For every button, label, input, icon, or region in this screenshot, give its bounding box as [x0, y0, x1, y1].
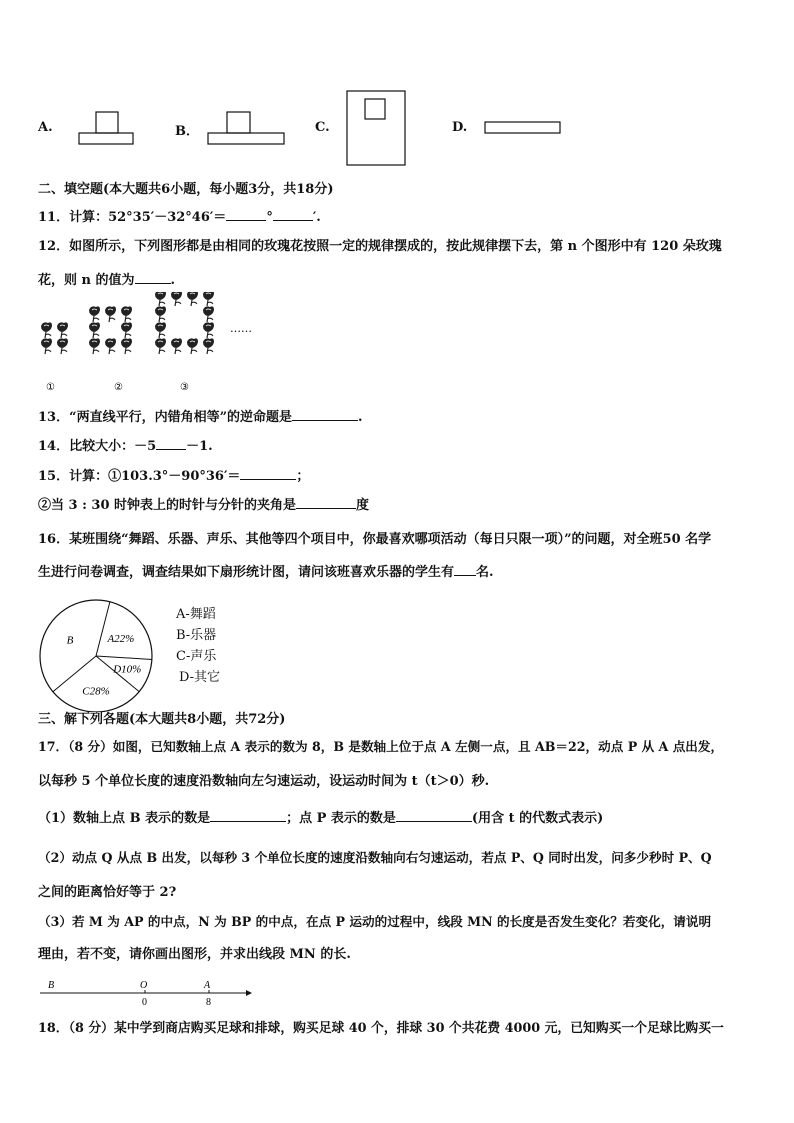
tick-eight-label: 8 — [206, 997, 211, 1008]
q14-text1: 14．比较大小：－5 — [38, 439, 157, 454]
q16-end: 名. — [476, 565, 494, 580]
q15-blank2 — [296, 496, 356, 509]
q15-end1: ； — [296, 469, 310, 484]
pie-slice-label-b: B — [66, 634, 74, 647]
q15-line2 — [38, 496, 369, 515]
pie-legend — [176, 604, 220, 688]
q16-line2-text: 生进行问卷调查，调查结果如下扇形统计图，请问该班喜欢乐器的学生有 — [38, 565, 455, 580]
q16-line1: 16．某班围绕“舞蹈、乐器、声乐、其他等四个项目中，你最喜欢哪项活动（每日只限一项）”的问题，对全班50 名学 — [38, 532, 712, 547]
number-line-arrow — [246, 990, 252, 996]
q17-p3a: （3）若 M 为 AP 的中点，N 为 BP 的中点，在点 P 运动的过程中，线段 MN 的长度是否发生变化？若变化，请说明 — [38, 914, 712, 929]
option-a-figure — [78, 110, 138, 148]
q17-p3b: 理由，若不变，请你画出图形，并求出线段 MN 的长. — [38, 947, 351, 962]
rose-fig3-3-1 — [171, 338, 182, 354]
q17-blank1 — [210, 809, 286, 822]
q17-p1a: （1）数轴上点 B 表示的数是 — [38, 811, 211, 826]
q12-line2-text: 花，则 n 的值为 — [38, 273, 135, 288]
rose-fig3-0-0 — [155, 292, 166, 306]
option-c-figure — [346, 90, 408, 168]
q12-end: . — [170, 273, 176, 288]
rose-fig2-1-0 — [89, 322, 100, 338]
rose-fig2-0-0 — [89, 306, 100, 322]
rose-figure-label-3: ③ — [180, 382, 189, 393]
rose-fig3-0-3 — [203, 292, 214, 306]
q15-line1 — [38, 467, 309, 486]
rose-fig1-0 — [41, 322, 52, 338]
q14 — [38, 437, 213, 456]
rose-fig2-0-2 — [121, 306, 132, 322]
option-b-figure — [207, 110, 287, 148]
rose-fig3-2-0 — [155, 322, 166, 338]
legend-item-d: D-其它 — [179, 670, 221, 685]
point-o-label: O — [140, 980, 148, 991]
rose-fig1-3 — [57, 338, 68, 354]
rose-fig2-2-2 — [121, 338, 132, 354]
section-fill-title: 二、填空题(本大题共6小题，每小题3分，共18分) — [38, 182, 334, 197]
q13 — [38, 408, 363, 427]
section-solve-title: 三、解下列各题(本大题共8小题，共72分) — [38, 712, 286, 727]
q12-blank — [135, 271, 171, 284]
q15-blank1 — [240, 467, 296, 480]
point-a-label: A — [204, 980, 211, 991]
q14-blank — [156, 437, 186, 450]
q16-blank — [454, 563, 476, 576]
pie-slice-boundary-0 — [96, 602, 110, 656]
q17-p2a: （2）动点 Q 从点 B 出发，以每秒 3 个单位长度的速度沿数轴向右匀速运动，若点 P、Q 同时出发，问多少秒时 P、Q — [38, 850, 712, 865]
option-d-figure — [484, 120, 564, 136]
q15-end2: 度 — [356, 498, 370, 513]
q11-blank-deg — [226, 208, 266, 221]
point-b-label: B — [48, 980, 55, 991]
option-a-label: A. — [38, 120, 53, 135]
option-d-label: D. — [452, 120, 468, 135]
pie-slice-boundary-3 — [96, 656, 152, 659]
q13-blank — [292, 408, 358, 421]
q11-text: 11．计算：52°35′－32°46′＝ — [38, 210, 227, 225]
rose-fig2-2-0 — [89, 338, 100, 354]
q14-text2: －1. — [186, 439, 213, 454]
rose-fig3-3-3 — [203, 338, 214, 354]
pie-slice-label-d: D10% — [113, 663, 142, 676]
rose-fig2-0-1 — [105, 306, 116, 322]
q13-text: 13．“两直线平行，内错角相等”的逆命题是 — [38, 410, 293, 425]
rose-fig3-3-0 — [155, 338, 166, 354]
q11 — [38, 208, 321, 227]
rose-fig2-2-1 — [105, 338, 116, 354]
q17-p1b: ；点 P 表示的数是 — [286, 811, 396, 826]
legend-item-a: A-舞蹈 — [176, 607, 216, 622]
tick-zero-label: 0 — [142, 997, 147, 1008]
rose-fig3-0-1 — [171, 292, 182, 306]
pie-slice-label-a: A22% — [107, 632, 135, 645]
q11-deg: ° — [266, 210, 273, 225]
rose-figure-label-2: ② — [114, 382, 123, 393]
rose-ellipsis: …… — [230, 322, 252, 335]
rose-fig3-0-2 — [187, 292, 198, 306]
rose-fig1-1 — [57, 322, 68, 338]
legend-item-b: B-乐器 — [176, 628, 217, 643]
q11-min: ′. — [312, 210, 321, 225]
rose-fig3-3-2 — [187, 338, 198, 354]
number-line-figure — [36, 976, 256, 1010]
pie-slice-label-c: C28% — [82, 685, 110, 698]
rose-pattern-figure — [36, 292, 276, 394]
pie-chart — [36, 598, 166, 712]
rose-fig2-1-2 — [121, 322, 132, 338]
rose-fig1-2 — [41, 338, 52, 354]
q17-p1c: (用含 t 的代数式表示) — [471, 811, 604, 826]
rose-fig3-1-0 — [155, 306, 166, 322]
q18-line1: 18．（8 分）某中学到商店购买足球和排球，购买足球 40 个，排球 30 个共花费 4000 元，已知购买一个足球比购买一 — [38, 1021, 724, 1036]
q17-line1: 17．（8 分）如图，已知数轴上点 A 表示的数为 8，B 是数轴上位于点 A 左侧一点，且 AB＝22，动点 P 从 A 点出发， — [38, 739, 724, 754]
rose-fig3-2-3 — [203, 322, 214, 338]
option-c-label: C. — [315, 120, 330, 135]
q16-line2 — [38, 563, 494, 582]
q11-blank-min — [273, 208, 313, 221]
q17-line2: 以每秒 5 个单位长度的速度沿数轴向左匀速运动，设运动时间为 t（t＞0）秒. — [38, 774, 490, 789]
q17-p2b: 之间的距离恰好等于 2? — [38, 885, 177, 900]
q15-line2-text: ②当 3 : 30 时钟表上的时针与分针的夹角是 — [38, 498, 297, 513]
rose-fig3-1-3 — [203, 306, 214, 322]
q12-line1: 12．如图所示，下列图形都是由相同的玫瑰花按照一定的规律摆成的，按此规律摆下去，第 n 个图形中有 120 朵玫瑰 — [38, 239, 722, 254]
q17-part1 — [38, 809, 603, 828]
q17-blank2 — [396, 809, 472, 822]
q12-line2 — [38, 271, 175, 290]
q15-line1-text: 15．计算：①103.3°－90°36′＝ — [38, 469, 241, 484]
option-b-label: B． — [175, 124, 199, 139]
rose-figure-label-1: ① — [46, 382, 55, 393]
legend-item-c: C-声乐 — [176, 649, 217, 664]
q13-end: . — [358, 410, 363, 425]
